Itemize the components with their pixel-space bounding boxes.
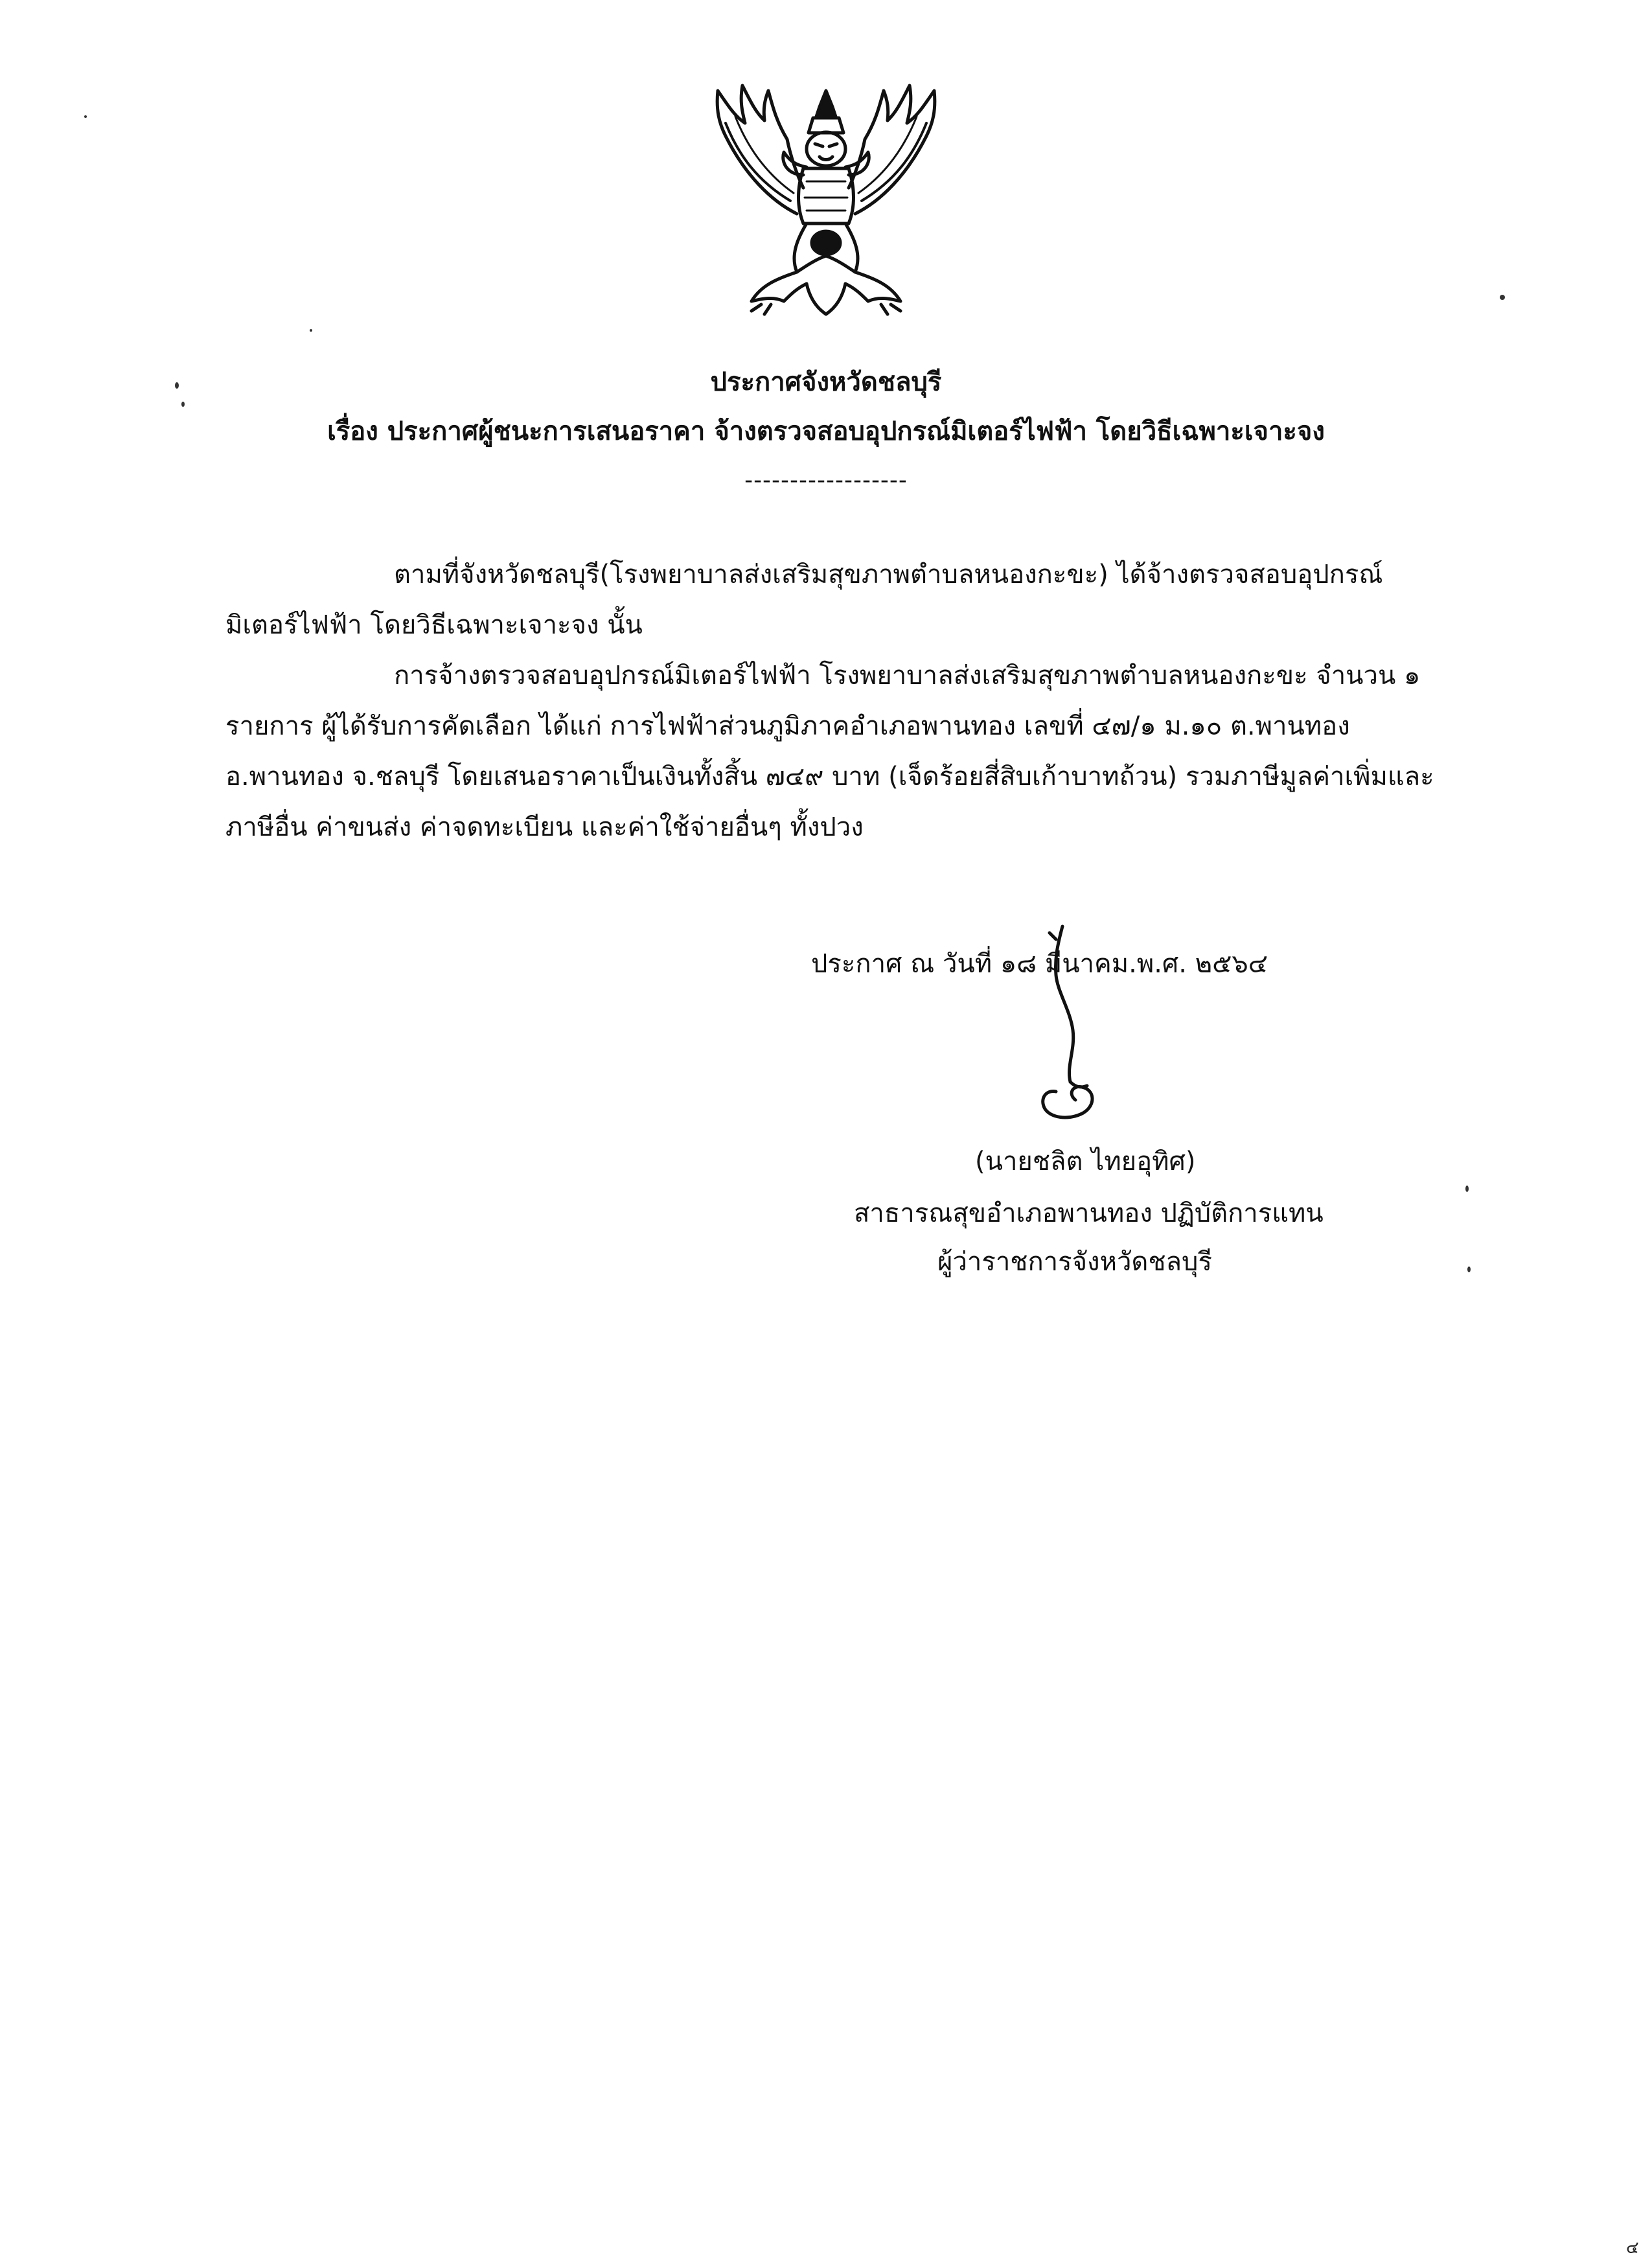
announcement-subject: เรื่อง ประกาศผู้ชนะการเสนอราคา จ้างตรวจสอบอุปกรณ์มิเตอร์ไฟฟ้า โดยวิธีเฉพาะเจาะจง — [327, 417, 1325, 446]
scan-speck — [310, 329, 312, 332]
paragraph-2-line-1: การจ้างตรวจสอบอุปกรณ์มิเตอร์ไฟฟ้า โรงพยาบาลส่งเสริมสุขภาพตำบลหนองกะขะ จำนวน ๑ — [394, 661, 1421, 691]
paragraph-1-line-1: ตามที่จังหวัดชลบุรี(โรงพยาบาลส่งเสริมสุขภาพตำบลหนองกะขะ) ได้จ้างตรวจสอบอุปกรณ์ — [394, 560, 1383, 590]
scan-speck — [84, 115, 87, 118]
title-separator: ------------------ — [744, 467, 908, 494]
announcement-title: ประกาศจังหวัดชลบุรี — [710, 367, 942, 397]
scan-speck — [1465, 1186, 1469, 1192]
signer-title: สาธารณสุขอำเภอพานทอง ปฏิบัติการแทน — [854, 1198, 1324, 1228]
garuda-emblem-icon — [700, 78, 952, 324]
signer-role: ผู้ว่าราชการจังหวัดชลบุรี — [937, 1247, 1212, 1277]
scan-speck — [181, 402, 185, 407]
paragraph-2-line-4: ภาษีอื่น ค่าขนส่ง ค่าจดทะเบียน และค่าใช้จ่ายอื่นๆ ทั้งปวง — [225, 812, 864, 842]
paragraph-2-line-2: รายการ ผู้ได้รับการคัดเลือก ได้แก่ การไฟฟ้าส่วนภูมิภาคอำเภอพานทอง เลขที่ ๔๗/๑ ม.๑๐ ต.พานทอง — [225, 711, 1350, 741]
scan-speck — [1467, 1266, 1471, 1272]
scan-speck — [1500, 295, 1505, 300]
paragraph-1-line-2: มิเตอร์ไฟฟ้า โดยวิธีเฉพาะเจาะจง นั้น — [225, 610, 643, 640]
announcement-date: ประกาศ ณ วันที่ ๑๘ มีนาคม.พ.ศ. ๒๕๖๔ — [811, 949, 1268, 979]
handwritten-signature — [1011, 920, 1134, 1140]
paragraph-2-line-3: อ.พานทอง จ.ชลบุรี โดยเสนอราคาเป็นเงินทั้งสิ้น ๗๔๙ บาท (เจ็ดร้อยสี่สิบเก้าบาทถ้วน) รวมภาษีมูลค่าเพิ่มและ — [225, 762, 1434, 792]
scan-speck — [175, 382, 179, 389]
signer-name: (นายชลิต ไทยอุทิศ) — [975, 1147, 1196, 1176]
page-number: ๔ — [1626, 2238, 1639, 2258]
